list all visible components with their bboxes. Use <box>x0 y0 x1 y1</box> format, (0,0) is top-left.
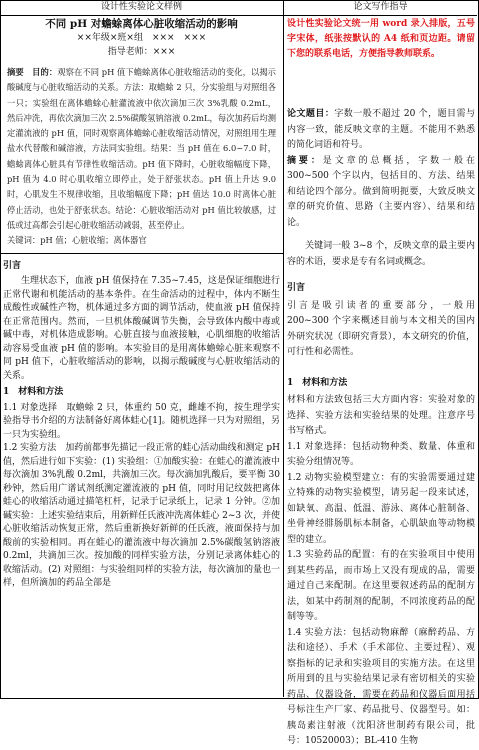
guide-1-4: 1.4 实验方法：包括动物麻醉（麻醉药品、方法和途径）、手术（手术部位、主要过程）、观察指标的记录和实验项目的实施方法。在这里所用到的且与实验结果记录有密切相关的实验药品、仪器设备，需要在药品和仪器后面用括号标注生产厂家、药品批号、仪器型号。如：胰岛素注射液（沈阳济世制药有限公司，批号：10520003）；BL-410 生物 <box>287 627 475 746</box>
guide-methods-intro: 材料和方法致包括三大方面内容：实验对象的选择、实验方法和实验结果的处理。注意序号书写格式。 <box>287 395 475 436</box>
format-notice: 设计性实验论文统一用 word 录入排版，五号字宋体，纸张按默认的 A4 纸和页边距。请留下您的联系电话，方便指导教师联系。 <box>287 19 475 59</box>
methods-heading: 1 材料和方法 <box>3 387 64 398</box>
abstract-divider <box>0 253 283 254</box>
spacer <box>287 231 475 239</box>
paper-byline: ××年级×班×组 ××× ××× <box>76 33 207 43</box>
guide-methods-heading: 1 材料和方法 <box>287 377 348 388</box>
writing-guide-column <box>287 17 475 750</box>
guide-intro-text: 引言是吸引读者的重要部分，一般用 200~300 个字来概述目前与本文相关的国内外研究状况（即研究背景），本文研究的价值，可行性和必需性。 <box>287 300 475 357</box>
spacer <box>287 62 475 107</box>
paper-abstract <box>3 65 280 249</box>
guide-keywords: 关键词一般 3~8 个，反映文章的最主要内容的术语，要求是专有名词或概念。 <box>287 241 475 267</box>
spacer <box>287 361 475 373</box>
guide-title-label: 论文题目： <box>287 109 335 119</box>
guide-1-2: 1.2 动物实验模型建立：有的实验需要通过建立特殊的动物实验模型，请另起一段来试述，如缺氧、高温、低温、游泳、离体心脏制备、坐骨神经腓肠肌标本制备，心肌缺血等动物模型的建立。 <box>287 472 475 545</box>
guide-intro-heading: 引言 <box>287 283 306 293</box>
spacer <box>287 270 475 278</box>
paper-advisor: 指导老师：××× <box>107 46 176 57</box>
left-column-header: 设计性实验论文样例 <box>0 0 284 15</box>
guide-title <box>287 107 475 154</box>
paper-keywords: 关键词：pH 值；心脏收缩；离体器官 <box>7 235 147 246</box>
methods-1-1: 1.1 对象选择 取蟾蜍 2 只，体重约 50 克，雌雄不拘，按生理学实验指导书介绍的方法制备好离体蛙心[1]。随机选择一只为对照组，另一只为实验组。 <box>3 402 280 440</box>
guide-1-1: 1.1 对象选择：包括动物种类、数量、体重和实验分组情况等。 <box>287 441 475 467</box>
intro-text: 生理状态下，血液 pH 值保持在 7.35~7.45，这是保证细胞进行正常代谢和机能活动的基本条件。在生命活动的过程中，体内不断生成酸性或碱性产物，机体通过多方面的调节活动，使血液 pH 值保持在正常范围内。然而，一旦机体酸碱调节失衡，会导致体内酸中毒或碱中毒，对机体造成影响。心脏直接与血液接触，心肌细胞的收缩活动容易受血液 pH 值的影响。本实验目的是用离体蟾蜍心脏来观察不同 pH 值下，心脏收缩活动的影响，以揭示酸碱度与心脏收缩活动的关系。 <box>3 276 280 381</box>
column-divider <box>283 15 284 697</box>
guide-abstract-label: 摘要： <box>287 155 323 166</box>
guide-abstract-text: 是文章的总概括，字数一般在 300~500 个字以内，包括目的、方法、结果和结论四个部分。做到简明扼要，大致反映文章的研究价值、思路（主要内容）、结果和结论。 <box>287 155 475 228</box>
abstract-text: 观察在不同 pH 值下蟾蜍离体心脏收缩活动的变化，以揭示酸碱度与心脏收缩活动的关系。方法：取蟾蜍 2 只，分实验组与对照组各一只；实验组在离体蟾蜍心脏灌流液中依次滴加三次 3%乳酸 0.2mL，然后冲洗，再依次滴加三次 2.5%碳酸氢钠溶液 0.2mL，每次加药后均测定灌流液的 pH 值，同时观察离体蟾蜍心脏收缩活动情况，对照组用生理盐水代替酸和碱溶液，方法同实验组。结果：当 pH 值在 6.0~7.0 时，蟾蜍离体心脏具有节律性收缩活动。pH 值下降时，心脏收缩幅度下降，pH 值为 4.0 时心肌收缩立即停止，处于舒张状态。pH 值上升达 9.0 时，心肌发生不规律收缩，且收缩幅度下降；pH 值达 10.0 时离体心脏停止活动，也处于舒张状态。结论：心脏收缩活动对 pH 值比较敏感，过低或过高都会引起心脏收缩活动减弱，甚至停止。 <box>7 67 276 230</box>
guide-abstract <box>287 154 475 232</box>
table-header <box>0 0 477 16</box>
intro-heading: 引言 <box>3 260 22 271</box>
sample-paper-column <box>3 17 280 591</box>
paper-title: 不同 pH 对蟾蜍离体心脏收缩活动的影响 <box>45 18 238 30</box>
guide-1-3: 1.3 实验药品的配置：有的在实验项目中使用到某些药品，而市场上又没有现成的品，需要通过自己来配制。在这里要叙述药品的配制方法，如某中药制剂的配制，不同浓度药品的配制等等。 <box>287 550 475 622</box>
abstract-label: 摘要 目的： <box>7 67 58 77</box>
methods-1-2: 1.2 实验方法 加药前都事先描记一段正常的蛙心活动曲线和测定 pH 值，然后进行如下实验：(1) 实验组：①加酸实验：在蛙心的灌流液中每次滴加 3%乳酸 0.2ml，共滴加三次。每次滴加乳酸后，要平衡 30 秒钟，然后用广谱试剂纸测定灌流液的 pH 值，同时用记纹鼓把离体蛙心的收缩活动通过描笔杠杆，记录于记录纸上，记录 1 分钟。②加碱实验：上述实验结束后，用新鲜任氏液冲洗离体蛙心 2~3 次，并使心脏收缩活动恢复正常，然后重新换好新鲜的任氏液，液面保持与加酸前的实验相同。再在蛙心的灌流液中每次滴加 2.5%碳酸氢钠溶液 0.2ml，共滴加三次。按加酸的同样实验方法，分别记录离体蛙心的收缩活动。(2) 对照组：与实验组同样的实验方法，每次滴加的量也一样，但所滴加的药品全部是 <box>3 443 280 589</box>
right-column-header: 论文写作指导 <box>353 2 408 12</box>
guide-title-text: 字数一般不超过 20 个，题目需与内容一致，能反映文章的主题。不能用不熟悉的简化词语和符号。 <box>287 109 475 150</box>
